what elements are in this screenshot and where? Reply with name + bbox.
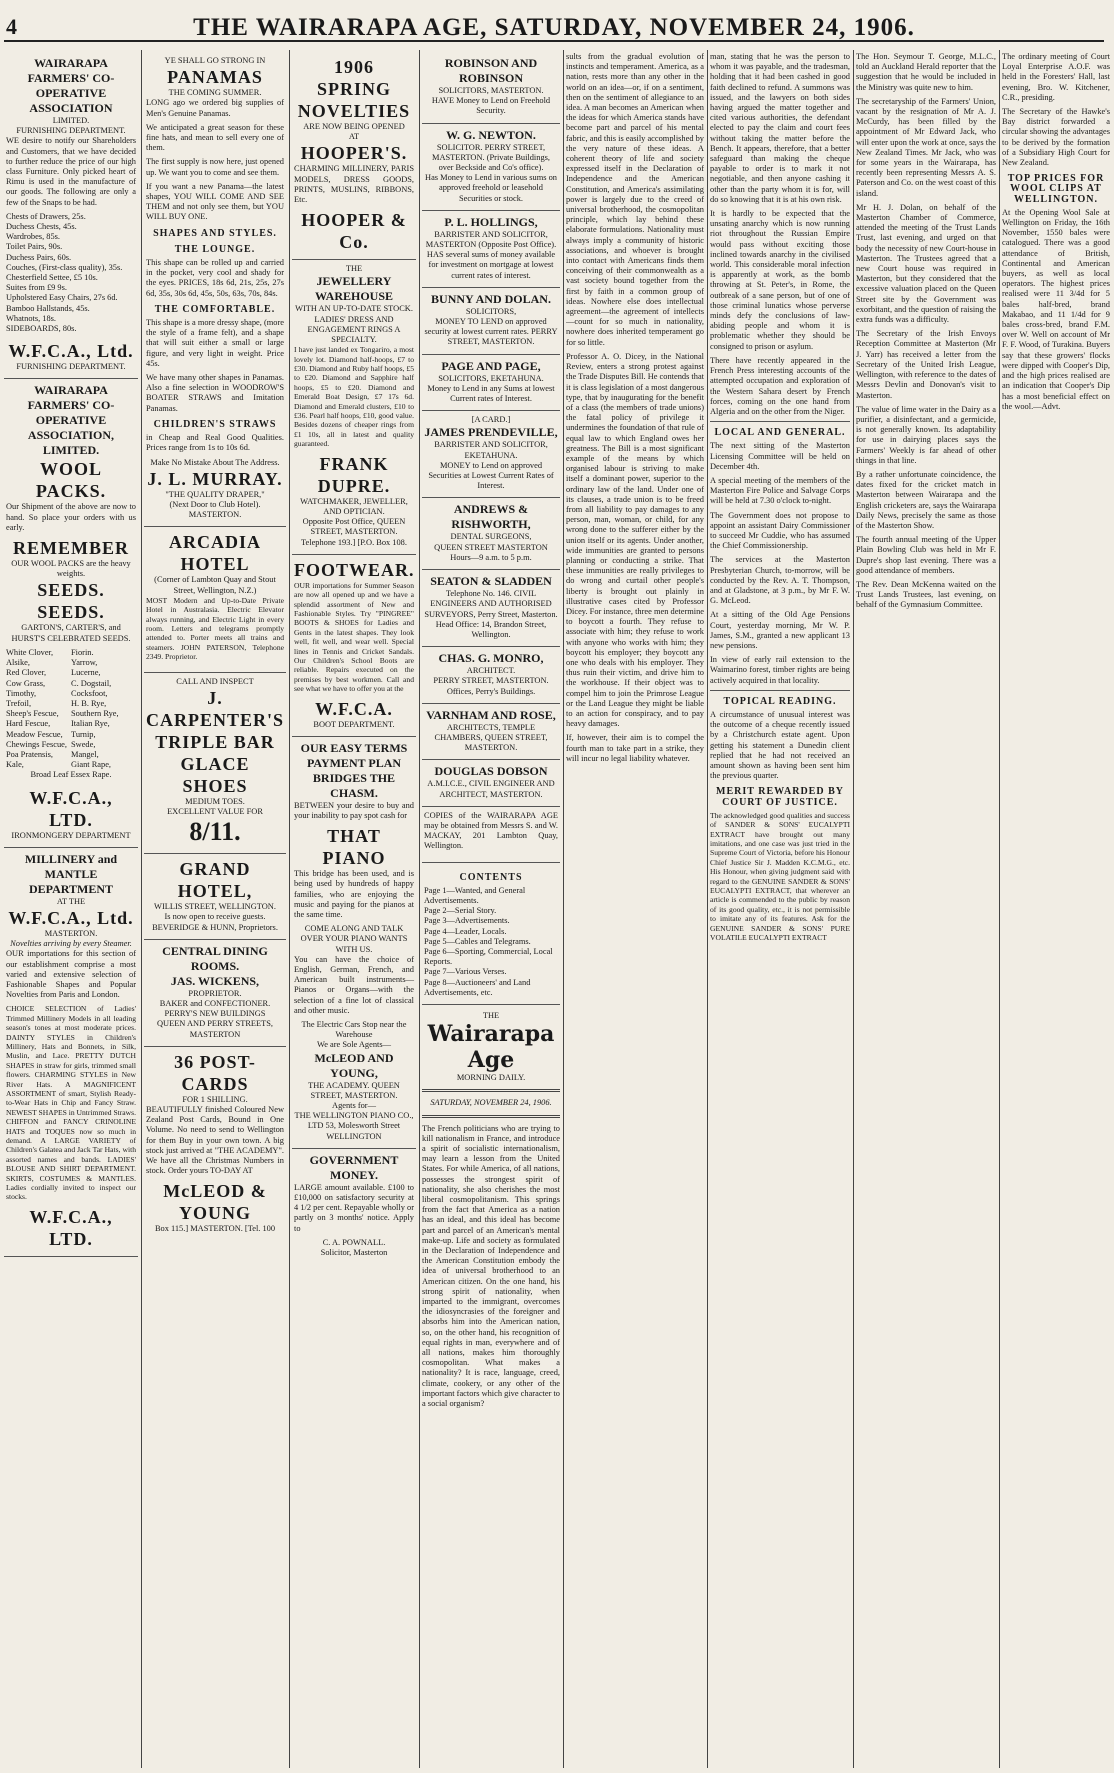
spring-heading: SPRING — [316, 79, 391, 99]
address-reminder: Make No Mistake About The Address. — [150, 457, 280, 467]
remember-heading: REMEMBER — [13, 538, 129, 559]
price-item: Chesterfield Settee, £5 10s. — [6, 273, 98, 283]
page-card — [422, 355, 560, 412]
andrews-address: QUEEN STREET MASTERTON — [434, 542, 548, 552]
merit-text: The acknowledged good qualities and success of SANDER & SONS' EUCALYPTI EXTRACT have brought out many imitations, and one case was just tried in the Supreme Court of Victoria, before his Honour Chief Justice Sir J. Madden K.C.M.G., etc. His Honour, when giving judgment said with regard to the GENUINE SANDER & SONS' EUCALYPTI EXTRACT, that wherever an article is commended to the public by reason of its good quality, etc., it is not permissible to imitate any of its features. Ask for the GENUINE SANDER & SONS' PURE VOLATILE EUCALYPTI EXTRACT — [710, 810, 850, 943]
central-dining-ad — [144, 940, 286, 1047]
local-item: The secretaryship of the Farmers' Union, vacant by the resignation of Mr A. J. McCurdy, has been filled by the appointment of Mr Edward Jack, who will enter upon the work at once, says the New Zealand Times. Mr Jack, who was for some years in the Wairarapa, has recently been representing Messrs A. S. Paterson and Co. on the west coast of this island. — [856, 96, 996, 198]
column-rule — [289, 50, 290, 1768]
article-text: It is hardly to be expected that the unsating anarchy which is now running riot throughout the Russian Empire would pass without exciting those inclined towards anarchy in the civilised world. This considerable moral infection is apparently at work, as the bomb throwing at St. Peter's, in Rome, the outbreak of a sane person, but of one of those criminal lunatics whose perverse minds defy the conclusions of law-abiding people and whom it is problematic whether they should be consigned to prison or asylum. — [710, 209, 850, 351]
dobson-name: DOUGLAS DOBSON — [434, 764, 548, 779]
wfca-ltd-heading: W.F.C.A., Ltd. — [8, 907, 134, 928]
dateline: SATURDAY, NOVEMBER 24, 1906. — [430, 1098, 552, 1108]
price-item: Upholstered Easy Chairs, 27s 6d. — [6, 293, 118, 303]
divider — [710, 690, 850, 691]
piano-intro: BETWEEN your desire to buy and your inability to pay spot cash for — [294, 800, 414, 820]
price-item: Couches, (First-class quality), 35s. — [6, 262, 123, 272]
hooper-list: CHARMING MILLINERY, PARIS MODELS, DRESS GOODS, PRINTS, MUSLINS, RIBBONS, Etc. — [294, 164, 414, 205]
seed-item: Cocksfoot, — [71, 688, 108, 698]
wfca-ltd-heading: W.F.C.A., Ltd. — [8, 341, 134, 362]
varnham-sub: ARCHITECTS, TEMPLE CHAMBERS, QUEEN STREET, MASTERTON. — [434, 722, 548, 753]
piano-company: THE WELLINGTON PIANO CO., LTD 53, Molesworth Street WELLINGTON — [294, 1111, 414, 1141]
academy-address: THE ACADEMY. QUEEN STREET, MASTERTON. — [308, 1080, 400, 1100]
hoopers-heading: HOOPER'S. — [300, 143, 408, 164]
summer-subheading: THE COMING SUMMER. — [168, 88, 262, 98]
carpenter-name: J. CARPENTER'S — [146, 687, 285, 730]
the-label: THE — [345, 264, 363, 274]
seed-item: Poa Pratensis, — [6, 749, 53, 759]
bakers-label: BAKER and CONFECTIONER. — [159, 998, 271, 1008]
local-item: The services at the Masterton Presbyterian Church, to-morrow, will be conducted by the Rev. A. T. Thompson, and at Gladstone, at 3 p.m., by Mr F. W. G. McLeod. — [710, 555, 850, 606]
seed-item: Hard Fescue, — [6, 719, 51, 729]
monro-name: CHAS. G. MONRO, — [438, 651, 544, 666]
column-rule — [419, 50, 420, 1768]
andrews-name: ANDREWS & RISHWORTH, — [451, 502, 531, 532]
seed-item: Turnip, — [71, 729, 96, 739]
price-item: Bamboo Hallstands, 45s. — [6, 303, 90, 313]
wool-prices-heading: TOP PRICES FOR WOOL CLIPS AT WELLINGTON. — [1007, 173, 1105, 205]
the-label: THE — [482, 1010, 500, 1020]
contents-item: Page 8—Auctioneers' and Land Advertisements, etc. — [424, 977, 531, 997]
price-item: Duchess Pairs, 60s. — [6, 252, 72, 262]
divider — [710, 421, 850, 422]
government-money-ad — [292, 1149, 416, 1264]
divider — [422, 1089, 560, 1092]
wfca-wool-ad — [4, 379, 138, 847]
prendeville-sub: BARRISTER AND SOLICITOR, EKETAHUNA. — [434, 440, 548, 460]
footwear-heading: FOOTWEAR. — [294, 559, 415, 580]
article-text: Professor A. O. Dicey, in the National Review, enters a strong protest against the Trade Disputes Bill. He contends that it is class legislation of a most dangerous type, that by inaugurating for the benefit of a class (the members of trade unions) the fatal policy of privilege it undermines the foundation of that rule of equal law to which England owes her greatness. The Bill is a most significant example of the means by which organised labour is striving to make itself a dominant power, superior to the ordinary law of the land. Under one of its clauses, a trade union is to be freed from all liability to pay damages to any person, man, woman, or child, for any wrong done to the sufferer either by the union itself or its agents. Under another, wide immunities are granted to persons planning or conducting a strike. That these immunities are really privileges to do wrong and curtail other people's liberty is brought out plainly in illustrative cases cited by Professor Dicey. For instance, three men determine to boycott a fourth. They refuse to associate with him; they refuse to work with anyone who works with him; they boycott his employer; they boycott any one who deals with his employer. They thus ruin their victim, and drive him to the workhouse. If their object was to compel him to join the Primrose League or the Land League they might be liable to an action for conspiracy, and to pay heavy damages. — [566, 351, 704, 729]
robinson-sub: SOLICITORS, MASTERTON. — [438, 86, 544, 95]
comfortable-heading: THE COMFORTABLE. — [154, 303, 276, 315]
jewellery-ad — [292, 260, 416, 555]
local-item: The Rev. Dean McKenna waited on the Trust Lands Trustees, last evening, on behalf of the Gymnasium Committee. — [856, 579, 996, 610]
masterton-label: MASTERTON — [189, 1029, 241, 1039]
association-name: WAIRARAPA FARMERS' CO-OPERATIVE ASSOCIATION, LIMITED. — [27, 383, 115, 458]
dobson-card — [422, 760, 560, 806]
copies-notice — [422, 807, 560, 863]
local-item: The next sitting of the Masterton Licensing Committee will be held on December 4th. — [710, 441, 850, 471]
arcadia-hotel-ad — [144, 527, 286, 672]
robinson-text: HAVE Money to Lend on Freehold Security. — [431, 96, 551, 116]
shapes-heading: SHAPES AND STYLES. — [153, 227, 277, 239]
newton-card — [422, 124, 560, 211]
contents-item: Page 5—Cables and Telegrams. — [424, 936, 531, 946]
footwear-ad — [292, 555, 416, 737]
page-number: 4 — [6, 14, 17, 39]
grand-hotel-heading: GRAND HOTEL, — [177, 859, 253, 902]
paper-name: Wairarapa Age — [427, 1021, 555, 1074]
seed-item: Red Clover, — [6, 668, 47, 678]
contents-list — [424, 886, 558, 998]
boot-dept: BOOT DEPARTMENT. — [313, 719, 395, 729]
wfca-ltd-heading: W.F.C.A., LTD. — [29, 787, 113, 830]
grand-hotel-address: WILLIS STREET, WELLINGTON. — [154, 902, 276, 912]
local-item: In view of early rail extension to the Waimarino forest, timber rights are being actively acquired in that locality. — [710, 655, 850, 685]
seed-item: Cow Grass, — [6, 678, 46, 688]
panamas-heading: PANAMAS — [167, 67, 263, 88]
leader-article: The French politicians who are trying to kill nationalism in France, and introduce a spirit of socialistic internationalism, may learn a lesson from the United States. For while America, of all nations, possesses the strongest spirit of nationality, she also cherishes the most liberal cosmopolitanism. This springs from the fact that America as a nation has an ideal, and this ideal has become part and parcel of an American's mental make-up. Life and society as formulated in the Declaration of Independence and the American Constitution embody the idea of universal brotherhood to an American citizen. On the one hand, his strong spirit of nationality, when imparted to the immigrant, overcomes the idiosyncrasies of the foreigner and absorbs him into the American nation, so, on the other hand, his recognition of equal rights in man, everywhere and of all nations, makes him thoroughly cosmopolitan. What makes a nationality? It is race, language, creed, climate, cookery, or any other of the important factors which give character to a social organism? — [422, 1123, 560, 1409]
dupre-telephone: Telephone 193.] [P.O. Box 108. — [301, 537, 407, 547]
easy-terms-heading: OUR EASY TERMS PAYMENT PLAN BRIDGES THE CHASM. — [300, 740, 408, 800]
seed-item: Fiorin. — [71, 647, 94, 657]
card-label: [A CARD.] — [471, 415, 511, 425]
seed-item: Lucerne, — [71, 668, 101, 678]
local-item: The Hon. Seymour T. George, M.L.C., told an Auckland Herald reporter that the suggestion that he would be included in the Ministry was quite new to him. — [856, 52, 996, 92]
furnishing-dept-label: FURNISHING DEPARTMENT. — [16, 362, 126, 372]
column-rule — [563, 50, 564, 1768]
editorial-masthead — [422, 1005, 560, 1118]
panama-para: LONG ago we ordered big supplies of Men's Genuine Panamas. — [146, 98, 284, 118]
millinery-ad — [4, 848, 138, 1257]
postcards-heading: 36 POST-CARDS — [174, 1051, 256, 1094]
masterton-label: MASTERTON. — [44, 928, 98, 938]
postcards-text: BEAUTIFULLY finished Coloured New Zealand Post Cards, Bound in One Volume. No need to send to Wellington for them Buy in your own town. A big stock just arrived at "THE ACADEMY". We have all the Christmas Numbers in stock. Order yours TO-DAY AT — [146, 1105, 284, 1176]
at-label: AT — [348, 132, 360, 142]
comfortable-text: This shape is a more dressy shape, (more the style of a frame felt), and a shape that will suit either a small or large figure, and very light in weight. Price 45s. — [146, 318, 284, 368]
column-8 — [1002, 52, 1110, 1768]
murray-tagline: "THE QUALITY DRAPER," — [165, 489, 265, 499]
murray-town: MASTERTON. — [188, 510, 242, 520]
sole-agents: We are Sole Agents— — [317, 1040, 391, 1050]
furniture-price-list — [6, 212, 136, 334]
triple-bar-heading: TRIPLE BAR — [155, 731, 275, 752]
childrens-straws-text: in Cheap and Real Good Qualities. Prices range from 1s to 10s 6d. — [146, 433, 284, 453]
carpenter-shoes-ad — [144, 673, 286, 855]
monro-card — [422, 647, 560, 704]
local-item: The value of lime water in the Dairy as a purifier, a disinfectant, and a germicide, is not generally known. Its adaptability for use in dairying places says the Farmers' Weekly is far ahead of other things in that line. — [856, 404, 996, 465]
perrys-buildings: PERRY'S NEW BUILDINGS — [164, 1009, 266, 1019]
opened-label: ARE NOW BEING OPENED — [303, 122, 405, 131]
seaton-name: SEATON & SLADDEN — [430, 574, 552, 589]
prendeville-name: JAMES PRENDEVILLE, — [424, 425, 558, 440]
price-item: Wardrobes, 85s. — [6, 232, 60, 242]
arcadia-heading: ARCADIA HOTEL — [169, 532, 261, 575]
excellent-value: EXCELLENT VALUE FOR — [167, 806, 263, 816]
association-name: WAIRARAPA FARMERS' CO-OPERATIVE ASSOCIATION — [27, 56, 115, 115]
contents-item: Page 3—Advertisements. — [424, 916, 510, 926]
piano-choice: You can have the choice of English, German, French, and American built instruments—Pianos or Organs—with the selection of a fine lot of classical and other music. — [294, 954, 414, 1015]
price-item: Suites from £9 9s. — [6, 283, 67, 293]
column-2 — [144, 52, 286, 1768]
varnham-name: VARNHAM AND ROSE, — [426, 707, 556, 722]
mcleod-young-name: McLEOD & YOUNG — [163, 1181, 267, 1224]
contents-item: Page 7—Various Verses. — [424, 967, 507, 977]
seed-item: Meadow Fescue, — [6, 729, 63, 739]
come-along: COME ALONG AND TALK OVER YOUR PIANO WANTS WITH US. — [300, 924, 408, 954]
local-item: The fourth annual meeting of the Upper Plain Bowling Club was held in Mr F. Dupre's shop last evening. There was a good attendance of members. — [856, 535, 996, 575]
local-item: At a sitting of the Old Age Pensions Court, yesterday morning, Mr W. P. James, S.M., granted a new applicant 13 new pensions. — [710, 610, 850, 650]
wfca-ltd-footer: W.F.C.A., LTD. — [29, 1206, 113, 1249]
seaton-card — [422, 570, 560, 647]
shoes-heading: SHOES — [182, 775, 248, 796]
dupre-name: FRANK DUPRE. — [317, 453, 391, 496]
rings-specialty: LADIES' DRESS AND ENGAGEMENT RINGS A SPECIALTY. — [307, 314, 401, 345]
panama-ad — [144, 52, 286, 527]
contents-item: Page 6—Sporting, Commercial, Local Reports. — [424, 946, 553, 967]
lounge-text: This shape can be rolled up and carried in the pocket, very cool and shady for the eyes. PRICES, 18s 6d, 21s, 25s, 27s 6d, 35s, 30s 6d, 45s, 50s, 63s, 70s, 84s. — [146, 258, 284, 298]
contents-box — [422, 863, 560, 1005]
medium-toes: MEDIUM TOES. — [185, 796, 245, 806]
varnham-card — [422, 704, 560, 761]
govt-money-heading: GOVERNMENT MONEY. — [309, 1152, 399, 1182]
footwear-text: OUR importations for Summer Season are now all opened up and we have a splendid assortment of New and Fashionable Styles. Try "PINGREE" BOOTS & SHOES for Ladies and Gents in the latest shapes. They look well, fit well, and wear well. Special lines in Tennis and Cricket Sandals. Our Children's School Boots are reliable. Repairs executed on the premises by best workmen. Call and see what we have to offer you at the — [294, 580, 414, 694]
newspaper-title: THE WAIRARAPA AGE, SATURDAY, NOVEMBER 24, 1906. — [193, 14, 915, 41]
local-item: By a rather unfortunate coincidence, the dates fixed for the cricket match in Masterton between Wairarapa and the English cricketers are, says the Wairarapa Daily News, precisely the same as those of the Masterton Show. — [856, 469, 996, 530]
article-text: There have recently appeared in the French Press interesting accounts of the attempted occupation and exploration of the Western Sahara desert by French forces, coming on the one hand from Algeria and on the other from the Niger. — [710, 355, 850, 416]
lounge-heading: THE LOUNGE. — [174, 243, 256, 255]
dupre-address: Opposite Post Office, QUEEN STREET, MASTERTON. — [302, 517, 406, 537]
seeds-heading: SEEDS. SEEDS. — [37, 580, 105, 623]
jewellery-stock: WITH AN UP-TO-DATE STOCK. — [295, 304, 413, 314]
seed-list — [6, 648, 136, 770]
panama-para: We anticipated a great season for these fine hats, and mean to sell every one of them. — [146, 122, 284, 153]
furnishing-intro: WE desire to notify our Shareholders and Customers, that we have decided to further reduce the price of our high class Furniture. Only picked heart of Rimu is used in the manufacture of our goods. The following are only a few of the Snaps to be had. — [6, 136, 136, 207]
page-sub: SOLICITORS, EKETAHUNA. — [438, 373, 544, 383]
department-label: FURNISHING DEPARTMENT. — [16, 126, 126, 136]
local-item: The ordinary meeting of Court Loyal Enterprise A.O.F. was held in the Foresters' Hall, last evening, Bro. W. Kitchener, C.R., presiding. — [1002, 52, 1110, 102]
jewellery-warehouse-heading: JEWELLERY WAREHOUSE — [314, 274, 394, 304]
column-4 — [422, 52, 560, 1768]
seed-item: Swede, — [71, 739, 96, 749]
that-piano-heading: THAT PIANO — [322, 826, 386, 869]
local-item: The Secretary of the Irish Envoys Reception Committee at Masterton (Mr J. Yarr) has received a letter from the Secretary of the United Irish League, Wellington, with reference to the dates of Messrs Devlin and Donovan's visit to Masterton. — [856, 329, 996, 400]
seed-item: Chewings Fescue, — [6, 739, 67, 749]
seed-item: Trefoil, — [6, 698, 32, 708]
ironmongery-label: IRONMONGERY DEPARTMENT — [11, 830, 131, 840]
hollings-card — [422, 211, 560, 288]
bunny-card — [422, 288, 560, 355]
panama-para: If you want a new Panama—the latest shapes, YOU WILL COME AND SEE THEM and not only see them, but YOU WILL BUY ONE. — [146, 181, 284, 222]
millinery-items: CHOICE SELECTION of Ladies' Trimmed Millinery Models in all leading season's tones at most moderate prices. DAINTY STYLES in Children's Millinery, Hats and Bonnets, in Silk, Muslin, and Lace. PRETTY DUTCH SHAPES in straw for girls, trimmed small flowers. CHARMING STYLES in New River Hats. A MAGNIFICENT ASSORTMENT of smart, Stylish Ready-to-Wear Hats in Chip and Fancy Straw. NEWEST SHAPES in Untrimmed Straws. CHIFFON and FANCY CRINOLINE HATS and TOQUES now so much in demand. A LARGE VARIETY of Children's Galatea and Jack Tar Hats, with assorted names and bands. LADIES' BLOUSE AND SHIRT DEPARTMENT. SKIRTS, COSTUMES & MANTLES. Ladies cordially invited to inspect our stocks. — [6, 1004, 137, 1202]
novelties-heading: NOVELTIES — [297, 101, 411, 121]
inspect-label: CALL AND INSPECT — [176, 676, 254, 686]
newton-text: Has Money to Lend in various sums on approved freehold or leasehold Securities or stock. — [425, 173, 557, 203]
contents-item: Page 1—Wanted, and General Advertisements. — [424, 885, 526, 905]
proprietor-label: PROPRIETOR. — [188, 988, 242, 998]
seed-item: H. B. Rye, — [71, 698, 107, 708]
price-item: Toilet Pairs, 90s. — [6, 242, 63, 252]
contents-item: Page 2—Serial Story. — [424, 906, 497, 916]
column-rule — [707, 50, 708, 1768]
article-text: If, however, their aim is to compel the fourth man to take part in a strike, they will incur no legal liability whatever. — [566, 733, 704, 763]
column-rule — [853, 50, 854, 1768]
millinery-intro: OUR importations for this section of our establishment comprise a most varied and extensive selection of Fashionable Shapes and Popular Novelties from Paris and London. — [6, 949, 136, 1000]
broad-leaf-rape: Broad Leaf Essex Rape. — [30, 770, 112, 780]
price-item: Duchess Chests, 45s. — [6, 222, 77, 232]
childrens-straws-heading: CHILDREN'S STRAWS — [153, 418, 277, 430]
mcleod-young-name: McLEOD AND YOUNG, — [314, 1050, 394, 1080]
central-dining-heading: CENTRAL DINING ROOMS. — [162, 943, 268, 973]
arcadia-text: MOST Modern and Up-to-Date Private Hotel in Australasia. Electric Elevator always running, and Electric Light in every room. Letters and telegrams promptly attended to. Porter meets all trains and steamers. JOHN PATERSON, Telephone 2349. Proprietor. — [146, 595, 284, 662]
queen-perry-streets: QUEEN AND PERRY STREETS, — [156, 1019, 274, 1029]
postcards-ad — [144, 1047, 286, 1241]
robinson-card — [422, 52, 560, 124]
local-item: Mr H. J. Dolan, on behalf of the Masterton Chamber of Commerce, attended the meeting of the Trust Lands Trust, last evening, and urged on that body the necessity of new Court-house in Masterton. The Trustees agreed that a new Court house was required in Masterton, but they considered that the excessive valuation placed on the Queen Street site by the Government was exorbitant, and the question of raising the extra funds was a difficulty. — [856, 202, 996, 325]
wool-packs-text: Our Shipment of the above are now to hand. So place your orders with us early. — [6, 502, 136, 532]
wfca-heading: W.F.C.A. — [315, 698, 393, 719]
column-rule — [141, 50, 142, 1768]
seed-item: Giant Rape, — [71, 760, 112, 770]
piano-ad — [292, 737, 416, 1149]
piano-text: This bridge has been used, and is being used by hundreds of happy families, who are enjoying the music and paying for the pianos at the same time. — [294, 869, 414, 920]
seeds-text: GARTON'S, CARTER'S, and HURST'S CELEBRATED SEEDS. — [11, 623, 131, 643]
masthead — [4, 14, 1104, 42]
wfca-furnishing-ad — [4, 52, 138, 379]
seaton-text: Telephone No. 146. CIVIL ENGINEERS AND AUTHORISED SURVEYORS, Perry Street, Masterton. Head Office: 14, Brandon Street, Wellington. — [424, 589, 558, 639]
panama-kicker: YE SHALL GO STRONG IN — [164, 56, 266, 65]
newton-name: W. G. NEWTON. — [446, 127, 536, 142]
copies-text: COPIES of the WAIRARAPA AGE may be obtained from Messrs S. and W. MACKAY, 201 Lambton Quay, Wellington. — [424, 810, 558, 851]
andrews-card — [422, 498, 560, 570]
column-5 — [566, 52, 704, 1768]
grand-hotel-text: Is now open to receive guests. — [164, 912, 266, 922]
hooper-spring-ad — [292, 52, 416, 260]
seed-item: Yarrow, — [71, 658, 98, 668]
glace-heading: GLACE — [180, 753, 250, 774]
solicitor-label: Solicitor, Masterton — [320, 1248, 388, 1258]
postcards-price: FOR 1 SHILLING. — [182, 1094, 248, 1104]
bunny-text: MONEY TO LEND on approved security at lowest current rates. PERRY STREET, MASTERTON. — [424, 317, 558, 347]
prendeville-text: MONEY to Lend on approved Securities at Lowest Current Rates of Interest. — [428, 460, 554, 491]
price-item: SIDEBOARDS, 80s. — [6, 324, 77, 334]
jewellery-text: I have just landed ex Tongariro, a most lovely lot. Diamond half-hoops, £7 to £30. Diamond and Ruby half hoops, £5 to £20. Diamond and Sapphire half hoops, £5 to £20. Diamond and Emerald Boat Design, £7 17s 6d. Diamond and Emerald clusters, £10 to £36. Pearl half hoops, £10, good value. Besides dozens of cheaper rings from £1 10s, all in latest and quality guaranteed. — [294, 345, 414, 449]
at-the-label: AT THE — [56, 896, 86, 906]
monro-address: PERRY STREET, MASTERTON. Offices, Perry's Buildings. — [433, 676, 549, 696]
seed-item: Alsike, — [6, 658, 30, 668]
merit-heading: MERIT REWARDED BY COURT OF JUSTICE. — [716, 786, 844, 808]
electric-cars: The Electric Cars Stop near the Warehouse — [301, 1020, 407, 1040]
novelties-line: Novelties arriving by every Steamer. — [10, 939, 132, 949]
agents-for: Agents for— — [332, 1101, 376, 1111]
arcadia-address: (Corner of Lambton Quay and Stout Street, Wellington, N.Z.) — [154, 575, 276, 595]
column-6 — [710, 52, 850, 1768]
wickens-name: JAS. WICKENS, — [170, 973, 260, 988]
column-7 — [856, 52, 996, 1768]
daily-label: MORNING DAILY. — [456, 1073, 526, 1083]
mcleod-footer: Box 115.] MASTERTON. [Tel. 100 — [154, 1224, 276, 1234]
divider — [422, 1115, 560, 1118]
column-3 — [292, 52, 416, 1768]
govt-money-text: LARGE amount available. £100 to £10,000 on satisfactory security at 4 1/2 per cent. Repayable wholly or partly on 3 months' notice. Apply to — [294, 1182, 414, 1233]
price-item: Whatnots, 18s. — [6, 313, 57, 323]
prendeville-card — [422, 411, 560, 498]
newton-sub: SOLICITOR. PERRY STREET, MASTERTON. (Private Buildings, over Beckside and Co's office). — [432, 142, 550, 173]
local-item: The Secretary of the Hawke's Bay district forwarded a circular showing the advantages to be derived by the formation of a Subsidiary High Court for New Zealand. — [1002, 107, 1110, 168]
column-1 — [4, 52, 138, 1768]
panama-also: We have many other shapes in Panamas. Also a fine selection in WOODROW'S BOATER STRAWS and Imitation Panamas. — [146, 373, 284, 413]
dupre-trade: WATCHMAKER, JEWELLER, AND OPTICIAN. — [300, 496, 408, 516]
topical-reading-heading: TOPICAL READING. — [723, 695, 837, 707]
price-item: Chests of Drawers, 25s. — [6, 211, 86, 221]
local-general-heading: LOCAL AND GENERAL. — [714, 427, 846, 439]
year-heading: 1906 — [334, 57, 374, 77]
contents-heading: CONTENTS — [459, 871, 523, 883]
wool-packs-heading: WOOL PACKS. — [35, 459, 107, 502]
local-item: A special meeting of the members of the Masterton Fire Police and Salvage Corps will be held at 7.30 o'clock to-night. — [710, 475, 850, 506]
hollings-sub: BARRISTER AND SOLICITOR, MASTERTON (Opposite Post Office). — [425, 229, 557, 250]
seed-item: Timothy, — [6, 688, 37, 698]
seed-item: Mangel, — [71, 749, 99, 759]
bunny-sub: SOLICITORS, — [465, 306, 517, 316]
bunny-name: BUNNY AND DOLAN. — [431, 291, 551, 306]
millinery-heading: MILLINERY and MANTLE DEPARTMENT — [24, 851, 118, 896]
article-text: sults from the gradual evolution of instincts and temperament. America, as a nation, rests more than any other in the world on an idea—or, if on a sentiment, then on the sentiment of allegiance to an idea. A man becomes an American when the ideas for which America stands have become part and parcel of his mental fabric, and this is easily accomplished by the very nature of these ideas. A coherent theory of life and society expressed itself in the Declaration of Independence and the American Constitution, and America's assimilating power is largely due to the creed of universal brotherhood, the cosmopolitan principle, which lay behind these elaborate formulations. Nationality must always imply a community of historic associations, and whoever is brought into contact with Americans finds them conceiving of their commonwealth as a vast society bound together from the first by faith in a common group of ideas. Nowhere else does intellectual agreement—the agreement of intellects—count for so much in nationality, nowhere does inherited temperament go for so little. — [566, 52, 704, 347]
seed-item: Kale, — [6, 760, 24, 770]
pownall-name: C. A. POWNALL. — [322, 1237, 386, 1247]
murray-location: (Next Door to Club Hotel). — [169, 499, 261, 509]
shoe-price: 8/11. — [189, 817, 241, 847]
remember-text: OUR WOOL PACKS are the heavy weights. — [11, 559, 131, 579]
hollings-name: P. L. HOLLINGS, — [444, 214, 538, 229]
andrews-sub: DENTAL SURGEONS, — [450, 532, 532, 542]
local-item: The Government does not propose to appoint an assistant Dairy Commissioner to succeed Mr Cuddie, who has assumed the Chief Commissionership. — [710, 510, 850, 551]
seed-item: Southern Rye, — [71, 709, 119, 719]
seed-item: Italian Rye, — [71, 719, 110, 729]
murray-name: J. L. MURRAY. — [147, 468, 283, 489]
seed-item: C. Dogstail, — [71, 678, 112, 688]
andrews-hours: Hours—9 a.m. to 5 p.m. — [450, 552, 532, 562]
grand-hotel-ad — [144, 854, 286, 940]
contents-item: Page 4—Leader, Locals. — [424, 926, 507, 936]
hollings-text: HAS several sums of money available for investment on mortgage at lowest current rates of interest. — [426, 250, 556, 280]
page-text: Money to Lend in any Sums at lowest Current rates of Interest. — [427, 383, 555, 404]
wool-prices-text: At the Opening Wool Sale at Wellington on Friday, the 16th November, 1550 bales were catalogued. There was a good attendance of British, Continental and American buyers, as well as local operators. The highest prices realised were 11 3/4d for 5 bales half-bred, brand Makabao, and 11 1/4d for 9 bales cross-bred, brand F.M. over W. Well on account of Mr F. F. Wood, of Turakina. Buyers say that these growers' flocks were dipped with Cooper's Dip, and the high prices realised are an indication that Cooper's Dip has a most beneficial effect on the wool.—Advt. — [1002, 207, 1110, 411]
article-text: man, stating that he was the person to whom it was payable, and the tradesman, holding that it had been cashed in good faith declined to refund. A summons was issued, and the lawyers on both sides having argued the matter together and cited various authorities, the defendant elected to pay the claim and court fees without taking the matter before the Bench. It appears, therefore, that a better safeguard than making the cheque payable to order is to mark it not negotiable, and then anyone cashing it other than the party whom it is for, will do so knowing that it is at his own risk. — [710, 52, 850, 204]
grand-hotel-proprietors: BEVERIDGE & HUNN, Proprietors. — [152, 922, 278, 932]
seed-item: Sheep's Fescue, — [6, 709, 59, 719]
hooper-co-heading: HOOPER & Co. — [301, 210, 407, 253]
panama-para: The first supply is now here, just opened up. We want you to come and see them. — [146, 157, 284, 177]
column-rule — [999, 50, 1000, 1768]
topical-text: A circumstance of unusual interest was the outcome of a cheque recently issued by a Christchurch estate agent. Upon getting his statement a Dunedin client replied that he had not received an amount shown as having been sent him the previous quarter. — [710, 709, 850, 781]
dobson-sub: A.M.I.C.E., CIVIL ENGINEER AND ARCHITECT, MASTERTON. — [427, 779, 555, 799]
monro-sub: ARCHITECT. — [466, 666, 516, 676]
seed-item: White Clover, — [6, 647, 54, 657]
robinson-name: ROBINSON AND ROBINSON — [444, 56, 538, 85]
page-name: PAGE AND PAGE, — [441, 358, 541, 373]
limited-label: LIMITED. — [52, 116, 90, 125]
